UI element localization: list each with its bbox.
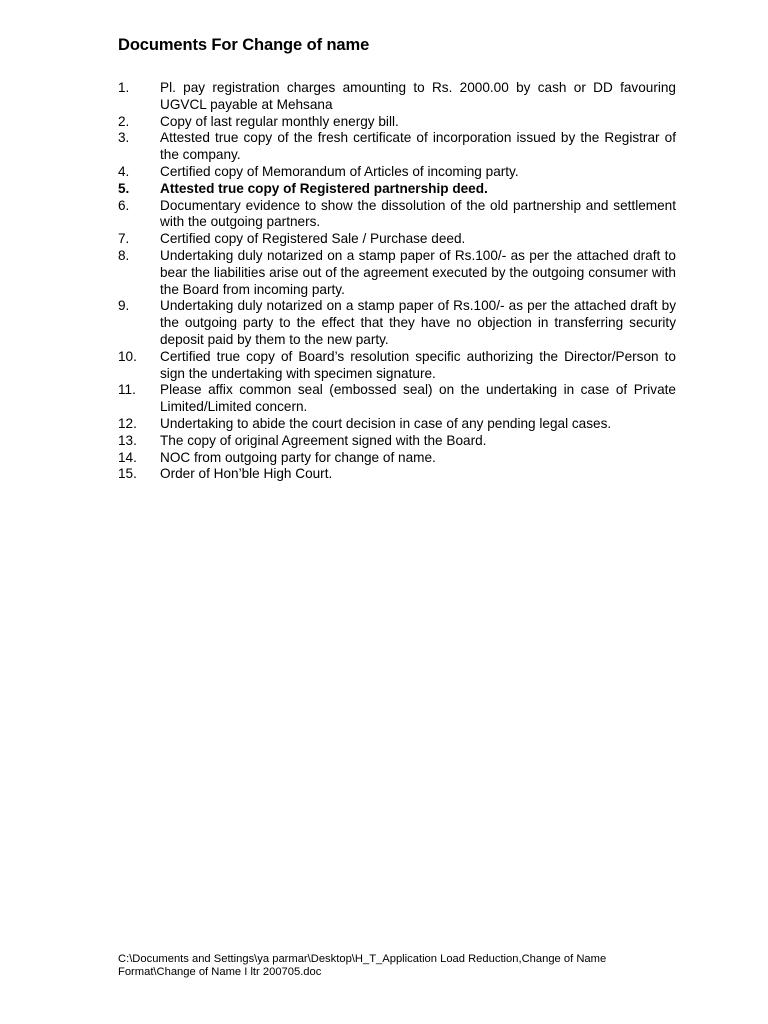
item-text: Undertaking duly notarized on a stamp paper of Rs.100/- as per the attached draft to bear the liabilities arise out of the agreement executed by the outgoing consumer with the Board from incoming party. [160,247,676,297]
list-item [118,298,676,348]
item-number: 3. [118,130,130,146]
footer-file-path [118,953,678,980]
list-item [118,416,676,433]
item-text: Pl. pay registration charges amounting to Rs. 2000.00 by cash or DD favouring UGVCL payable at Mehsana [160,80,676,112]
item-number: 5. [118,180,130,196]
list-item [118,231,676,248]
item-text: Certified copy of Registered Sale / Purchase deed. [160,231,466,247]
item-text: Undertaking duly notarized on a stamp paper of Rs.100/- as per the attached draft by the outgoing party to the effect that they have no objection in transferring security deposit paid by them to the new party. [160,298,676,347]
page-title: Documents For Change of name [118,36,370,54]
item-text: The copy of original Agreement signed with the Board. [160,432,487,448]
list-item [118,130,676,164]
item-number: 9. [118,298,130,314]
item-number: 14. [118,449,137,465]
list-item [118,433,676,450]
list-item [118,466,676,483]
list-item [118,248,676,298]
list-item-emphasized [118,181,676,198]
item-number: 4. [118,163,130,179]
item-number: 15. [118,466,137,482]
item-text: NOC from outgoing party for change of name. [160,449,436,465]
list-item [118,198,676,232]
item-number: 1. [118,80,130,95]
item-text: Order of Hon’ble High Court. [160,466,333,482]
item-text: Please affix common seal (embossed seal) on the undertaking in case of Private Limited/Limited concern. [160,382,676,415]
item-number: 11. [118,382,136,398]
list-item [118,80,676,114]
item-text: Attested true copy of the fresh certificate of incorporation issued by the Registrar of the company. [160,130,676,163]
item-number: 2. [118,113,130,129]
list-item [118,164,676,181]
list-item [118,349,676,383]
item-number: 6. [118,197,130,213]
list-item [118,114,676,131]
document-list [118,80,676,483]
item-text: Certified true copy of Board’s resolution specific authorizing the Director/Person to sign the undertaking with specimen signature. [160,348,676,381]
item-number: 10. [118,348,137,364]
list-item [118,450,676,467]
item-number: 12. [118,415,137,431]
item-number: 8. [118,247,130,263]
item-number: 13. [118,432,137,448]
item-text: Copy of last regular monthly energy bill. [160,113,399,129]
footer-path-line: Format\Change of Name I ltr 200705.doc [118,966,322,979]
footer-path-line: C:\Documents and Settings\ya parmar\Desktop\H_T_Application Load Reduction,Change of Name [118,953,607,965]
item-text: Documentary evidence to show the dissolution of the old partnership and settlement with the outgoing partners. [160,197,676,230]
item-text: Undertaking to abide the court decision in case of any pending legal cases. [160,415,612,431]
item-text: Certified copy of Memorandum of Articles of incoming party. [160,163,519,179]
item-text: Attested true copy of Registered partnership deed. [160,180,488,196]
list-item [118,382,676,416]
item-number: 7. [118,231,130,247]
